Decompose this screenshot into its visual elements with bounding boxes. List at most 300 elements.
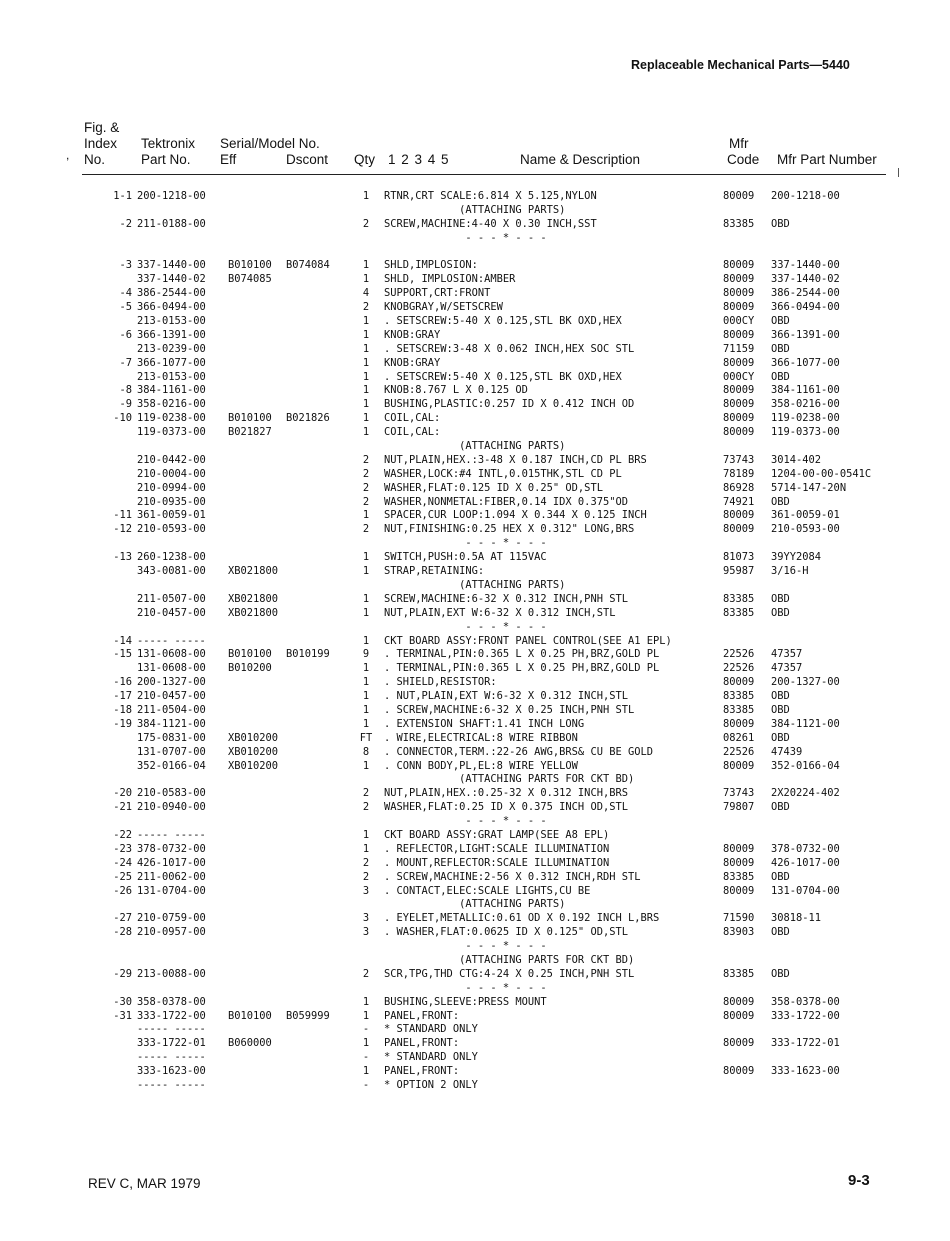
mfr-code: 80009 [723, 190, 755, 202]
mfr-part-number: 1204-00-00-0541C [771, 467, 872, 480]
mfr-part-number: 5714-147-20N [771, 481, 847, 494]
mfr-code: 22526 [723, 745, 755, 758]
quantity: 2 [362, 856, 370, 869]
quantity: - [362, 1079, 370, 1091]
name-description: SCREW,MACHINE:4-40 X 0.30 INCH,SST [384, 217, 597, 230]
mfr-code: 80009 [723, 995, 755, 1008]
mfr-part-number: OBD [771, 315, 790, 328]
mfr-part-number: 47357 [771, 662, 803, 675]
parts-row [0, 801, 950, 815]
serial-eff: B010100 [228, 1009, 272, 1022]
tektronix-part-no: 210-0940-00 [137, 801, 206, 814]
name-description: - - - * - - - [384, 815, 547, 828]
col-eff: Eff [220, 152, 237, 167]
parts-row [0, 454, 950, 468]
mfr-code: 83903 [723, 926, 755, 939]
name-description: SUPPORT,CRT:FRONT [384, 287, 491, 300]
fig-index: -5 [119, 301, 132, 314]
fig-index: -12 [113, 523, 132, 536]
name-description: . MOUNT,REFLECTOR:SCALE ILLUMINATION [384, 856, 610, 869]
parts-row [0, 565, 950, 579]
name-description: (ATTACHING PARTS) [384, 898, 566, 911]
tektronix-part-no: 210-0935-00 [137, 495, 206, 508]
name-description: PANEL,FRONT: [384, 1009, 460, 1022]
tektronix-part-no: 213-0153-00 [137, 315, 206, 328]
quantity: 1 [362, 676, 370, 689]
parts-row [0, 1023, 950, 1037]
tektronix-part-no: 210-0442-00 [137, 453, 206, 466]
parts-row [0, 760, 950, 774]
mfr-part-number: 333-1722-00 [771, 1009, 840, 1022]
name-description: . SCREW,MACHINE:2-56 X 0.312 INCH,RDH STL [384, 870, 641, 883]
parts-row [0, 384, 950, 398]
name-description: COIL,CAL: [384, 426, 441, 439]
parts-row [0, 773, 950, 787]
col-code: Code [727, 152, 760, 167]
name-description: . TERMINAL,PIN:0.365 L X 0.25 PH,BRZ,GOLD PL [384, 648, 660, 661]
tektronix-part-no: 366-1391-00 [137, 328, 206, 341]
parts-row [0, 398, 950, 412]
mfr-code: 79807 [723, 801, 755, 814]
page-header: Replaceable Mechanical Parts—5440 [631, 58, 850, 72]
quantity: 1 [362, 551, 370, 564]
name-description: * OPTION 2 ONLY [384, 1079, 478, 1091]
quantity: FT [359, 731, 373, 744]
quantity: 1 [362, 842, 370, 855]
name-description: . EXTENSION SHAFT:1.41 INCH LONG [384, 717, 585, 730]
parts-list [0, 190, 950, 1093]
name-description: . SETSCREW:3-48 X 0.062 INCH,HEX SOC STL [384, 342, 635, 355]
parts-row [0, 662, 950, 676]
tektronix-part-no: 384-1121-00 [137, 717, 206, 730]
name-description: COIL,CAL: [384, 412, 441, 425]
tektronix-part-no: 211-0188-00 [137, 217, 206, 230]
name-description: SHLD, IMPLOSION:AMBER [384, 273, 516, 286]
parts-row [0, 676, 950, 690]
margin-tick [898, 168, 899, 177]
parts-row [0, 287, 950, 301]
tektronix-part-no: 361-0059-01 [137, 509, 206, 522]
parts-row [0, 329, 950, 343]
parts-row [0, 829, 950, 843]
name-description: . SETSCREW:5-40 X 0.125,STL BK OXD,HEX [384, 370, 622, 383]
name-description: . SCREW,MACHINE:6-32 X 0.25 INCH,PNH STL [384, 703, 635, 716]
parts-row [0, 232, 950, 246]
name-description: - - - * - - - [384, 620, 547, 633]
parts-row [0, 537, 950, 551]
fig-index: -4 [119, 287, 132, 300]
col-tektronix: Tektronix [141, 136, 196, 151]
mfr-code: 08261 [723, 731, 755, 744]
serial-eff: XB010200 [228, 745, 279, 758]
quantity: 1 [362, 717, 370, 730]
mfr-code: 80009 [723, 398, 755, 411]
parts-row [0, 607, 950, 621]
tektronix-part-no: 175-0831-00 [137, 731, 206, 744]
tektronix-part-no: 333-1722-01 [137, 1037, 206, 1050]
tektronix-part-no: 333-1623-00 [137, 1065, 206, 1078]
name-description: * STANDARD ONLY [384, 1023, 478, 1036]
parts-row [0, 371, 950, 385]
mfr-part-number: OBD [771, 870, 790, 883]
mfr-code: 80009 [723, 384, 755, 397]
name-description: NUT,PLAIN,HEX.:0.25-32 X 0.312 INCH,BRS [384, 787, 628, 800]
tektronix-part-no: 352-0166-04 [137, 759, 206, 772]
name-description: KNOB:GRAY [384, 328, 441, 341]
quantity: 3 [362, 884, 370, 897]
name-description: CKT BOARD ASSY:FRONT PANEL CONTROL(SEE A1 EPL) [384, 634, 672, 647]
parts-row [0, 982, 950, 996]
tektronix-part-no: 426-1017-00 [137, 856, 206, 869]
mfr-code: 80009 [723, 301, 755, 314]
mfr-code: 81073 [723, 551, 755, 564]
tektronix-part-no: 366-1077-00 [137, 356, 206, 369]
fig-index: -23 [113, 842, 132, 855]
serial-eff: XB021800 [228, 606, 279, 619]
fig-index: -10 [113, 412, 132, 425]
mfr-part-number: OBD [771, 606, 790, 619]
tektronix-part-no: 119-0238-00 [137, 412, 206, 425]
fig-index: -2 [119, 217, 132, 230]
tektronix-part-no: 131-0704-00 [137, 884, 206, 897]
quantity: 1 [362, 328, 370, 341]
parts-row [0, 898, 950, 912]
serial-dscont: B074084 [286, 259, 330, 272]
fig-index: -11 [113, 509, 132, 522]
fig-index: -18 [113, 703, 132, 716]
fig-index: -22 [113, 828, 132, 841]
mfr-code: 83385 [723, 703, 755, 716]
tektronix-part-no: 210-0583-00 [137, 787, 206, 800]
col-serial-model: Serial/Model No. [220, 136, 320, 151]
mfr-code: 000CY [723, 370, 755, 383]
mfr-part-number: OBD [771, 592, 790, 605]
col-mfr-part-number: Mfr Part Number [777, 152, 877, 167]
mfr-code: 80009 [723, 273, 755, 286]
name-description: (ATTACHING PARTS FOR CKT BD) [384, 773, 635, 786]
parts-row [0, 1065, 950, 1079]
parts-row [0, 551, 950, 565]
name-description: - - - * - - - [384, 537, 547, 550]
fig-index: -20 [113, 787, 132, 800]
parts-row [0, 357, 950, 371]
name-description: WASHER,LOCK:#4 INTL,0.015THK,STL CD PL [384, 467, 622, 480]
quantity: 1 [362, 565, 370, 578]
parts-row [0, 857, 950, 871]
mfr-part-number: 30818-11 [771, 912, 822, 925]
quantity: 1 [362, 690, 370, 703]
mfr-part-number: 361-0059-01 [771, 509, 840, 522]
tektronix-part-no: ----- ----- [137, 1079, 206, 1091]
parts-row [0, 246, 950, 260]
mfr-part-number: OBD [771, 690, 790, 703]
tektronix-part-no: 211-0062-00 [137, 870, 206, 883]
revision-date: REV C, MAR 1979 [88, 1176, 201, 1191]
name-description: NUT,PLAIN,EXT W:6-32 X 0.312 INCH,STL [384, 606, 616, 619]
parts-row [0, 968, 950, 982]
name-description: STRAP,RETAINING: [384, 565, 485, 578]
name-description: (ATTACHING PARTS) [384, 440, 566, 453]
serial-dscont: B059999 [286, 1009, 330, 1022]
name-description: RTNR,CRT SCALE:6.814 X 5.125,NYLON [384, 190, 597, 202]
name-description: . SETSCREW:5-40 X 0.125,STL BK OXD,HEX [384, 315, 622, 328]
parts-row [0, 1079, 950, 1093]
quantity: 1 [362, 634, 370, 647]
quantity: 1 [362, 592, 370, 605]
mfr-code: 80009 [723, 1009, 755, 1022]
name-description: (ATTACHING PARTS) [384, 578, 566, 591]
quantity: 2 [362, 870, 370, 883]
mfr-code: 22526 [723, 648, 755, 661]
name-description: . WASHER,FLAT:0.0625 ID X 0.125" OD,STL [384, 926, 628, 939]
fig-index: -6 [119, 328, 132, 341]
mfr-part-number: 119-0238-00 [771, 412, 840, 425]
fig-index: -26 [113, 884, 132, 897]
mfr-part-number: 39YY2084 [771, 551, 822, 564]
parts-row [0, 996, 950, 1010]
mfr-code: 80009 [723, 412, 755, 425]
quantity: 1 [362, 1037, 370, 1050]
parts-row [0, 871, 950, 885]
tektronix-part-no: 260-1238-00 [137, 551, 206, 564]
tektronix-part-no: 210-0593-00 [137, 523, 206, 536]
parts-row [0, 273, 950, 287]
mfr-part-number: 47439 [771, 745, 803, 758]
quantity: 1 [362, 662, 370, 675]
mfr-code: 80009 [723, 1037, 755, 1050]
fig-index: -9 [119, 398, 132, 411]
fig-index: -7 [119, 356, 132, 369]
mfr-code: 80009 [723, 287, 755, 300]
serial-eff: B021827 [228, 426, 272, 439]
mfr-part-number: 337-1440-00 [771, 259, 840, 272]
parts-row [0, 496, 950, 510]
name-description: PANEL,FRONT: [384, 1037, 460, 1050]
serial-eff: B010200 [228, 662, 272, 675]
parts-row [0, 1051, 950, 1065]
name-description: - - - * - - - [384, 981, 547, 994]
mfr-code: 80009 [723, 356, 755, 369]
quantity: 2 [362, 523, 370, 536]
mfr-part-number: 358-0378-00 [771, 995, 840, 1008]
tektronix-part-no: 378-0732-00 [137, 842, 206, 855]
parts-row [0, 468, 950, 482]
col-indent: 1 2 3 4 5 [388, 152, 450, 167]
fig-index: -24 [113, 856, 132, 869]
mfr-code: 80009 [723, 523, 755, 536]
mfr-part-number: 119-0373-00 [771, 426, 840, 439]
tektronix-part-no: 211-0507-00 [137, 592, 206, 605]
parts-row [0, 815, 950, 829]
col-mfr: Mfr [729, 136, 749, 151]
fig-index: -30 [113, 995, 132, 1008]
parts-row [0, 218, 950, 232]
mfr-part-number: 386-2544-00 [771, 287, 840, 300]
name-description: . SHIELD,RESISTOR: [384, 676, 497, 689]
mfr-code: 71590 [723, 912, 755, 925]
serial-eff: B074085 [228, 273, 272, 286]
name-description: KNOB:GRAY [384, 356, 441, 369]
name-description: * STANDARD ONLY [384, 1051, 478, 1064]
tektronix-part-no: ----- ----- [137, 1051, 206, 1064]
quantity: 2 [362, 453, 370, 466]
name-description: . REFLECTOR,LIGHT:SCALE ILLUMINATION [384, 842, 610, 855]
fig-index: -19 [113, 717, 132, 730]
mfr-part-number: 358-0216-00 [771, 398, 840, 411]
mfr-part-number: 47357 [771, 648, 803, 661]
name-description: - - - * - - - [384, 231, 547, 244]
name-description: . CONNECTOR,TERM.:22-26 AWG,BRS& CU BE GOLD [384, 745, 653, 758]
mfr-part-number: OBD [771, 801, 790, 814]
quantity: 1 [362, 259, 370, 272]
quantity: 1 [362, 342, 370, 355]
name-description: . WIRE,ELECTRICAL:8 WIRE RIBBON [384, 731, 578, 744]
fig-index: -21 [113, 801, 132, 814]
mfr-part-number: OBD [771, 495, 790, 508]
serial-eff: B010100 [228, 648, 272, 661]
mfr-code: 71159 [723, 342, 755, 355]
name-description: NUT,PLAIN,HEX.:3-48 X 0.187 INCH,CD PL BRS [384, 453, 647, 466]
name-description: . CONN BODY,PL,EL:8 WIRE YELLOW [384, 759, 578, 772]
mfr-code: 83385 [723, 870, 755, 883]
quantity: 1 [362, 426, 370, 439]
mfr-code: 80009 [723, 1065, 755, 1078]
col-part-no: Part No. [141, 152, 191, 167]
parts-row [0, 190, 950, 204]
parts-row [0, 926, 950, 940]
mfr-part-number: 366-1077-00 [771, 356, 840, 369]
col-fig-line2: Index [84, 136, 118, 151]
quantity: 1 [362, 273, 370, 286]
tektronix-part-no: 213-0239-00 [137, 342, 206, 355]
mfr-code: 73743 [723, 453, 755, 466]
serial-eff: B010100 [228, 259, 272, 272]
name-description: WASHER,NONMETAL:FIBER,0.14 IDX 0.375"OD [384, 495, 628, 508]
tektronix-part-no: 358-0216-00 [137, 398, 206, 411]
fig-index: -27 [113, 912, 132, 925]
mfr-part-number: 3/16-H [771, 565, 809, 578]
mfr-code: 80009 [723, 676, 755, 689]
mfr-part-number: 200-1327-00 [771, 676, 840, 689]
mfr-code: 74921 [723, 495, 755, 508]
col-qty: Qty [354, 152, 376, 167]
mfr-part-number: 366-1391-00 [771, 328, 840, 341]
quantity: 2 [362, 481, 370, 494]
name-description: NUT,FINISHING:0.25 HEX X 0.312" LONG,BRS [384, 523, 635, 536]
quantity: - [362, 1023, 370, 1036]
parts-row [0, 315, 950, 329]
tektronix-part-no: 200-1218-00 [137, 190, 206, 202]
quantity: 2 [362, 787, 370, 800]
mfr-part-number: 352-0166-04 [771, 759, 840, 772]
mfr-part-number: 2X20224-402 [771, 787, 840, 800]
parts-row [0, 635, 950, 649]
mfr-code: 83385 [723, 967, 755, 980]
name-description: PANEL,FRONT: [384, 1065, 460, 1078]
name-description: (ATTACHING PARTS FOR CKT BD) [384, 953, 635, 966]
tektronix-part-no: 337-1440-00 [137, 259, 206, 272]
mfr-code: 80009 [723, 328, 755, 341]
fig-index: -17 [113, 690, 132, 703]
tektronix-part-no: ----- ----- [137, 1023, 206, 1036]
tektronix-part-no: 333-1722-00 [137, 1009, 206, 1022]
serial-eff: XB010200 [228, 731, 279, 744]
mfr-code: 22526 [723, 662, 755, 675]
mfr-part-number: 384-1161-00 [771, 384, 840, 397]
name-description: KNOB:8.767 L X 0.125 OD [384, 384, 528, 397]
mfr-code: 80009 [723, 717, 755, 730]
mfr-part-number: 337-1440-02 [771, 273, 840, 286]
parts-row [0, 412, 950, 426]
mfr-code: 80009 [723, 426, 755, 439]
quantity: 1 [362, 1009, 370, 1022]
serial-eff: XB021800 [228, 592, 279, 605]
parts-row [0, 301, 950, 315]
mfr-code: 83385 [723, 217, 755, 230]
quantity: 1 [362, 412, 370, 425]
mfr-code: 80009 [723, 759, 755, 772]
mfr-code: 78189 [723, 467, 755, 480]
mfr-code: 000CY [723, 315, 755, 328]
quantity: 1 [362, 384, 370, 397]
fig-index: 1-1 [113, 190, 132, 202]
name-description: SCR,TPG,THD CTG:4-24 X 0.25 INCH,PNH STL [384, 967, 635, 980]
parts-row [0, 440, 950, 454]
serial-eff: B060000 [228, 1037, 272, 1050]
tektronix-part-no: 213-0088-00 [137, 967, 206, 980]
mfr-part-number: 200-1218-00 [771, 190, 840, 202]
serial-dscont: B010199 [286, 648, 330, 661]
mfr-part-number: 426-1017-00 [771, 856, 840, 869]
quantity: 3 [362, 912, 370, 925]
name-description: BUSHING,SLEEVE:PRESS MOUNT [384, 995, 547, 1008]
parts-row [0, 523, 950, 537]
col-fig-line1: Fig. & [84, 120, 120, 135]
mfr-part-number: OBD [771, 926, 790, 939]
parts-row [0, 885, 950, 899]
parts-row [0, 621, 950, 635]
name-description: SCREW,MACHINE:6-32 X 0.312 INCH,PNH STL [384, 592, 628, 605]
fig-index: -3 [119, 259, 132, 272]
tektronix-part-no: 131-0608-00 [137, 662, 206, 675]
tektronix-part-no: ----- ----- [137, 634, 206, 647]
tektronix-part-no: 200-1327-00 [137, 676, 206, 689]
name-description: . CONTACT,ELEC:SCALE LIGHTS,CU BE [384, 884, 591, 897]
name-description: SHLD,IMPLOSION: [384, 259, 478, 272]
fig-index: -28 [113, 926, 132, 939]
quantity: 9 [362, 648, 370, 661]
serial-eff: XB021800 [228, 565, 279, 578]
header-rule [82, 174, 886, 175]
mfr-code: 83385 [723, 592, 755, 605]
quantity: 2 [362, 301, 370, 314]
mfr-part-number: 366-0494-00 [771, 301, 840, 314]
quantity: 2 [362, 967, 370, 980]
tektronix-part-no: 343-0081-00 [137, 565, 206, 578]
tektronix-part-no: 211-0504-00 [137, 703, 206, 716]
quantity: 2 [362, 801, 370, 814]
quantity: 1 [362, 190, 370, 202]
tektronix-part-no: 384-1161-00 [137, 384, 206, 397]
quantity: 1 [362, 703, 370, 716]
parts-row [0, 648, 950, 662]
quantity: 1 [362, 356, 370, 369]
name-description: BUSHING,PLASTIC:0.257 ID X 0.412 INCH OD [384, 398, 635, 411]
name-description: SPACER,CUR LOOP:1.094 X 0.344 X 0.125 INCH [384, 509, 647, 522]
parts-row [0, 843, 950, 857]
parts-row [0, 912, 950, 926]
fig-index: -31 [113, 1009, 132, 1022]
